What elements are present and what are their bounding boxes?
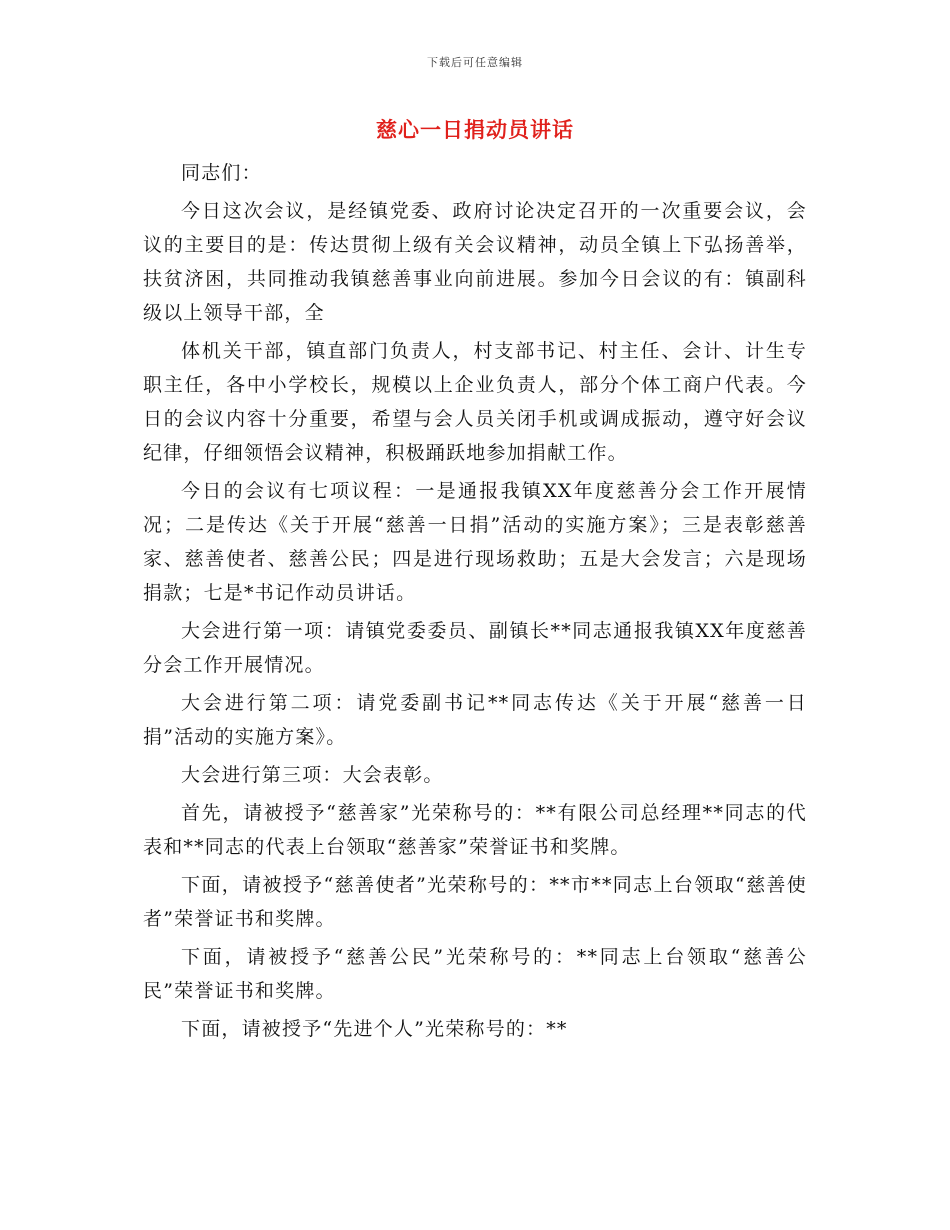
- paragraph-item-three: 大会进行第三项：大会表彰。: [181, 764, 444, 786]
- paragraph-item-two: 大会进行第二项：请党委副书记**同志传达《关于开展“慈善一日捐”活动的实施方案》。: [143, 692, 807, 748]
- document-body: [143, 156, 807, 1050]
- paragraph-award-philanthropist: 首先，请被授予“慈善家”光荣称号的：**有限公司总经理**同志的代表和**同志的代表上台领取“慈善家”荣誉证书和奖牌。: [143, 802, 807, 858]
- paragraph-item-one: 大会进行第一项：请镇党委委员、副镇长**同志通报我镇XX年度慈善分会工作开展情况。: [143, 620, 807, 676]
- paragraph-meeting-purpose: 今日这次会议，是经镇党委、政府讨论决定召开的一次重要会议，会议的主要目的是：传达贯彻上级有关会议精神，动员全镇上下弘扬善举，扶贫济困，共同推动我镇慈善事业向前进展。参加今日会议的有：镇副科级以上领导干部，全: [143, 200, 807, 324]
- paragraph-award-citizen: 下面，请被授予“慈善公民”光荣称号的：**同志上台领取“慈善公民”荣誉证书和奖牌。: [143, 946, 807, 1002]
- paragraph-award-individual: 下面，请被授予“先进个人”光荣称号的：**: [181, 1018, 568, 1040]
- paragraph-attendees: 体机关干部，镇直部门负责人，村支部书记、村主任、会计、计生专职主任，各中小学校长，规模以上企业负责人，部分个体工商户代表。今日的会议内容十分重要，希望与会人员关闭手机或调成振动，遵守好会议纪律，仔细领悟会议精神，积极踊跃地参加捐献工作。: [143, 340, 807, 464]
- paragraph-award-envoy: 下面，请被授予“慈善使者”光荣称号的：**市**同志上台领取“慈善使者”荣誉证书和奖牌。: [143, 874, 807, 930]
- header-note: 下载后可任意编辑: [427, 56, 523, 69]
- paragraph-salutation: 同志们：: [181, 162, 262, 184]
- paragraph-agenda: 今日的会议有七项议程：一是通报我镇XX年度慈善分会工作开展情况；二是传达《关于开展“慈善一日捐”活动的实施方案》；三是表彰慈善家、慈善使者、慈善公民；四是进行现场救助；五是大会发言；六是现场捐款；七是*书记作动员讲话。: [143, 480, 807, 604]
- document-title: 慈心一日捐动员讲话: [376, 117, 574, 142]
